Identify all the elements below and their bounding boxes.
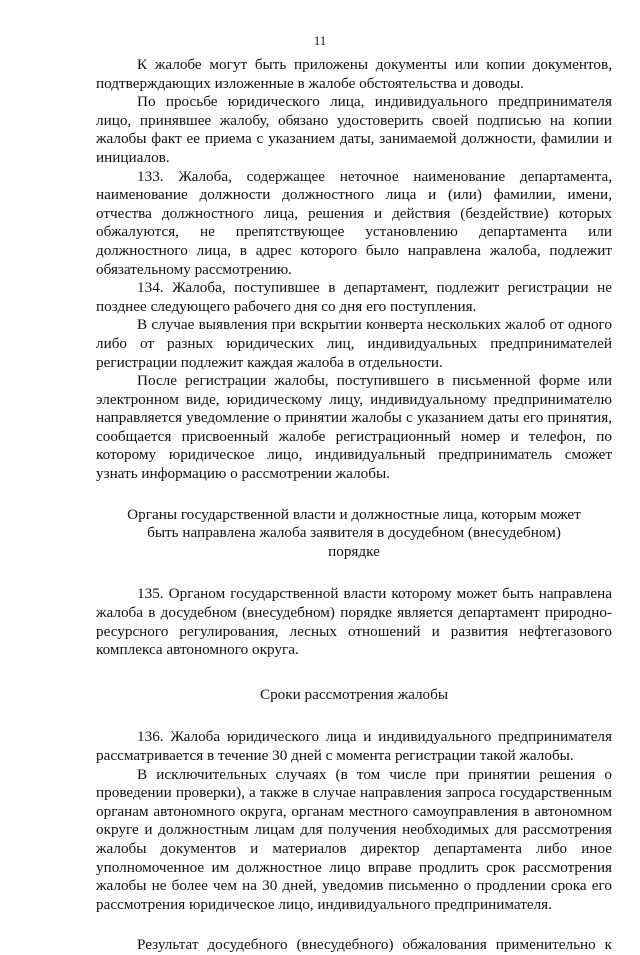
section-authorities (96, 585, 612, 659)
paragraph-acceptance-note: По просьбе юридического лица, индивидуального предпринимателя лицо, принявшее жалобу, обязано удостоверить своей подписью на копии жалобы факт ее приема с указанием даты, занимаемой должности, фамилии и инициалов. (96, 93, 612, 166)
paragraph-133: 133. Жалоба, содержащее неточное наименование департамента, наименование должности должностного лица и (или) фамилии, имени, отчества должностного лица, решения и действия (бездействие) которых обжалуются, не препятствующее установлению департамента или должностного лица, в адрес которого было направлена жалоба, подлежит обязательному рассмотрению. (96, 167, 612, 278)
section-heading-result: Результат досудебного (внесудебного) обжалования применительно к (137, 936, 612, 954)
paragraph-attachments: К жалобе могут быть приложены документы или копии документов, подтверждающих изложенные в жалобе обстоятельства и доводы. (96, 56, 612, 92)
paragraph-135: 135. Органом государственной власти которому может быть направлена жалоба в досудебном (внесудебном) порядке является департамент природно-ресурсного регулирования, лесных отношений и развития нефтегазового комплекса автономного округа. (96, 585, 612, 659)
section-complaint-registration (96, 56, 612, 484)
paragraph-exceptional-cases: В исключительных случаях (в том числе при принятии решения о проведении проверки), а также в случае направления запроса государственным органам автономного округа, органам местного самоуправления в автономном округе и должностным лицам для получения необходимых для рассмотрения жалобы документов и материалов директор департамента либо иное уполномоченное им должностное лицо вправе продлить срок рассмотрения жалобы не более чем на 30 дней, уведомив письменно о продлении срока его рассмотрения юридическое лицо, индивидуального предпринимателя. (96, 765, 612, 913)
section-heading-authorities-wrap (96, 506, 612, 562)
section-heading-authorities: Органы государственной власти и должностные лица, которым может быть направлена жалоба заявителя в досудебном (внесудебном) порядке (127, 505, 581, 560)
section-heading-result-wrap (96, 936, 612, 955)
paragraph-134: 134. Жалоба, поступившее в департамент, подлежит регистрации не позднее следующего рабочего дня со дня его поступления. (96, 279, 612, 315)
section-heading-terms: Сроки рассмотрения жалобы (259, 685, 449, 703)
paragraph-multiple-complaints: В случае выявления при вскрытии конверта нескольких жалоб от одного либо от разных юридических лиц, индивидуальных предпринимателей регистрации подлежит каждая жалоба в отдельности. (96, 316, 612, 371)
page-number: 11 (313, 33, 327, 48)
document-body (96, 56, 612, 955)
section-terms (96, 728, 612, 914)
paragraph-136: 136. Жалоба юридического лица и индивидуального предпринимателя рассматривается в течение 30 дней с момента регистрации такой жалобы. (96, 728, 612, 764)
paragraph-notification: После регистрации жалобы, поступившего в письменной форме или электронном виде, юридическому лицу, индивидуальному предпринимателю направляется уведомление о принятии жалобы с указанием даты его принятия, сообщается присвоенный жалобе регистрационный номер и телефон, по которому юридическое лицо, индивидуальный предприниматель сможет узнать информацию о рассмотрении жалобы. (96, 372, 612, 483)
section-heading-terms-wrap (96, 686, 612, 705)
